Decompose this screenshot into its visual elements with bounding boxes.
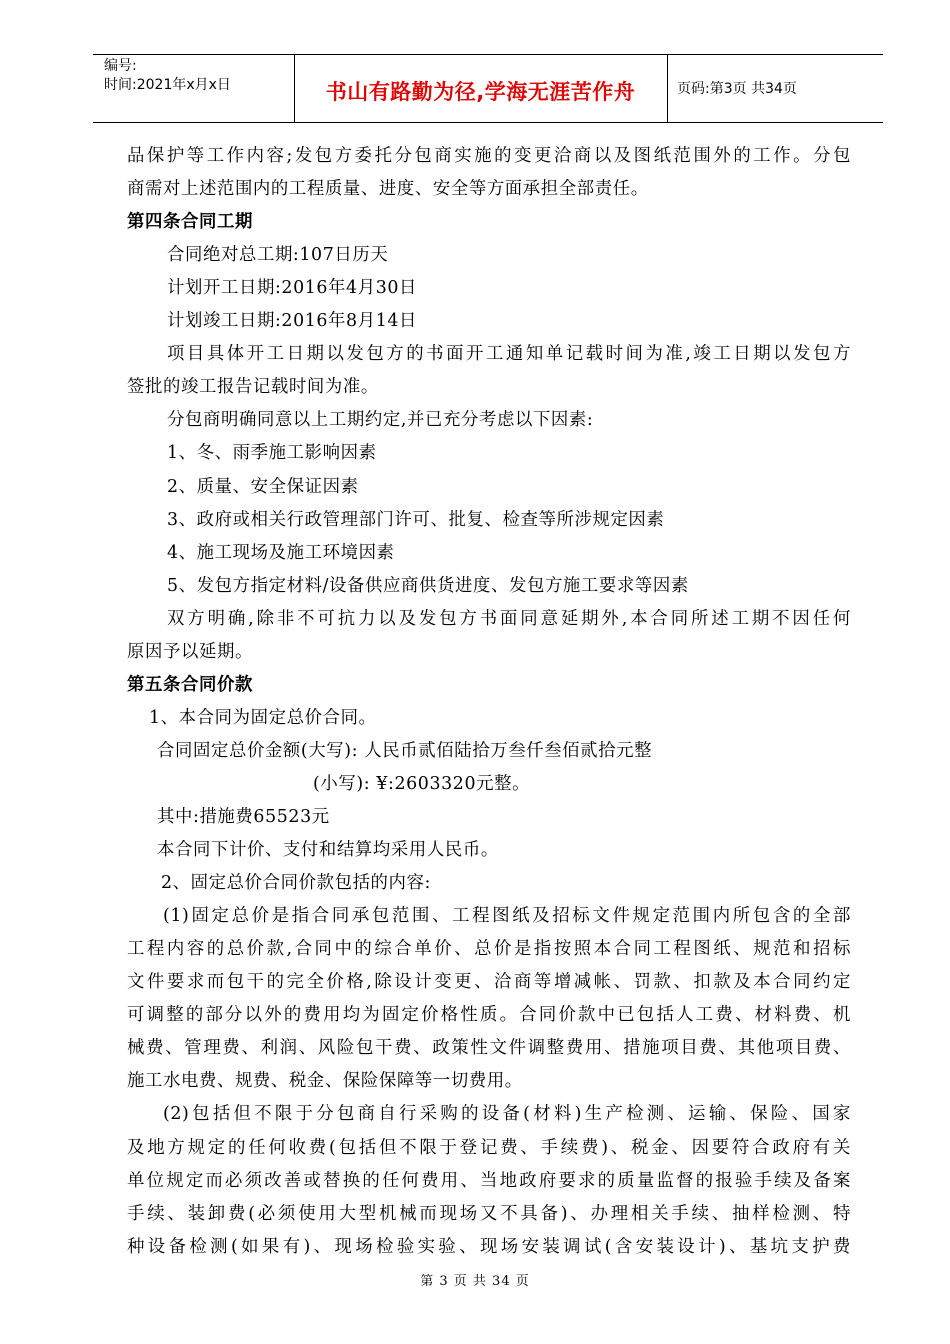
doc-number-label: 编号:: [104, 58, 137, 74]
body-text-line: 4、施工现场及施工环境因素: [167, 542, 395, 563]
body-text-line: 品保护等工作内容;发包方委托分包商实施的变更洽商以及图纸范围外的工作。分包: [127, 146, 851, 166]
section-heading: 第五条合同价款: [127, 674, 253, 695]
header-divider-right: [667, 54, 668, 122]
body-text-line: 合同绝对总工期:107日历天: [167, 245, 389, 266]
section-heading: 第四条合同工期: [127, 212, 253, 233]
body-text-line: 商需对上述范围内的工程质量、进度、安全等方面承担全部责任。: [127, 179, 649, 200]
body-text-line: 项目具体开工日期以发包方的书面开工通知单记载时间为准,竣工日期以发包方: [167, 344, 851, 365]
body-text-line: 5、发包方指定材料/设备供应商供货进度、发包方施工要求等因素: [167, 575, 689, 596]
header-page-info: 页码:第3页 共34页: [677, 81, 797, 97]
body-text-line: 签批的竣工报告记载时间为准。: [127, 377, 379, 398]
body-text-line: (2)包括但不限于分包商自行采购的设备(材料)生产检测、运输、保险、国家: [163, 1104, 851, 1125]
doc-time-label: 时间:2021年x月x日: [104, 77, 231, 93]
body-text-line: 1、本合同为固定总价合同。: [149, 707, 377, 728]
body-text-line: 种设备检测(如果有)、现场检验实验、现场安装调试(含安装设计)、基坑支护费: [127, 1236, 851, 1257]
body-text-line: (1)固定总价是指合同承包范围、工程图纸及招标文件规定范围内所包含的全部: [163, 906, 851, 927]
body-text-line: 合同固定总价金额(大写): 人民币贰佰陆拾万叁仟叁佰贰拾元整: [157, 740, 653, 761]
body-text-line: 2、质量、安全保证因素: [167, 476, 359, 497]
body-text-line: 2、固定总价合同价款包括的内容:: [161, 873, 431, 894]
header-motto: 书山有路勤为径,学海无涯苦作舟: [325, 80, 636, 104]
header-bottom-rule: [93, 122, 883, 123]
body-text-line: 及地方规定的任何收费(包括但不限于登记费、手续费)、税金、因要符合政府有关: [127, 1137, 851, 1158]
body-text-line: 1、冬、雨季施工影响因素: [167, 443, 377, 464]
body-text-line: 施工水电费、规费、税金、保险保障等一切费用。: [127, 1071, 523, 1092]
body-text-line: 分包商明确同意以上工期约定,并已充分考虑以下因素:: [167, 410, 594, 431]
body-text-line: 原因予以延期。: [127, 641, 253, 662]
header-top-rule: [93, 54, 883, 55]
body-text-line: 可调整的部分以外的费用均为固定价格性质。合同价款中已包括人工费、材料费、机: [127, 1005, 851, 1026]
body-text-line: 工程内容的总价款,合同中的综合单价、总价是指按照本合同工程图纸、规范和招标: [127, 939, 851, 960]
body-text-line: 单位规定而必须改善或替换的任何费用、当地政府要求的质量监督的报验手续及备案: [127, 1170, 851, 1191]
body-text-line: 双方明确,除非不可抗力以及发包方书面同意延期外,本合同所述工期不因任何: [167, 608, 851, 629]
page-footer: 第 3 页 共 34 页: [420, 1274, 530, 1289]
body-text-line: 本合同下计价、支付和结算均采用人民币。: [157, 840, 499, 861]
body-text-line: 手续、装卸费(必须使用大型机械而现场又不具备)、办理相关手续、抽样检测、特: [127, 1203, 851, 1224]
body-text-line: 其中:措施费65523元: [157, 807, 330, 827]
body-text-line: (小写): ¥:2603320元整。: [313, 773, 531, 794]
body-text-line: 计划竣工日期:2016年8月14日: [167, 311, 418, 332]
body-text-line: 械费、管理费、利润、风险包干费、政策性文件调整费用、措施项目费、其他项目费、: [127, 1038, 851, 1059]
body-text-line: 计划开工日期:2016年4月30日: [167, 278, 418, 299]
body-text-line: 3、政府或相关行政管理部门许可、批复、检查等所涉规定因素: [167, 509, 665, 530]
body-text-line: 文件要求而包干的完全价格,除设计变更、洽商等增减帐、罚款、扣款及本合同约定: [127, 972, 851, 993]
